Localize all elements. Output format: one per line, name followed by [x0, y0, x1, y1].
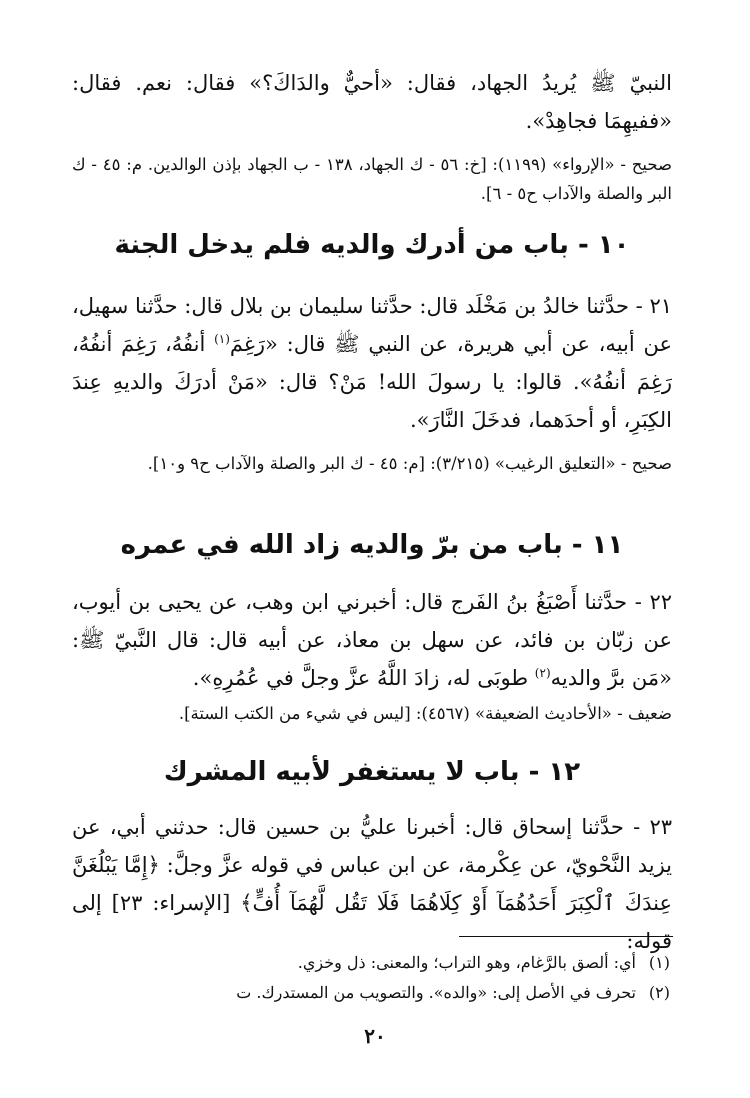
footnote-ref-2[interactable]: (٢) — [534, 666, 551, 680]
chapter-heading-10: ١٠ - باب من أدرك والديه فلم يدخل الجنة — [114, 230, 630, 260]
footnotes — [72, 948, 670, 1008]
hadith-22-part-b: طوبَى له، زادَ اللَّهُ عزَّ وجلَّ في عُمُرِهِ». — [192, 666, 535, 690]
hadith-22-grade: ضعيف - «الأحاديث الضعيفة» (٤٥٦٧): [ليس في شيء من الكتب الستة]. — [178, 704, 672, 723]
footnote-divider — [459, 936, 673, 937]
page-number: ٢٠ — [364, 1024, 386, 1048]
hadith-21-grade: صحيح - «التعليق الرغيب» (٣/٢١٥): [م: ٤٥ - ك البر والصلة والآداب ح٩ و١٠]. — [147, 454, 672, 473]
chapter-heading-11: ١١ - باب من برّ والديه زاد الله في عمره — [120, 530, 624, 560]
footnote-1 — [72, 948, 670, 978]
hadith-22-text — [72, 583, 672, 697]
hadith-21-text — [72, 287, 672, 439]
hadith-23-text: ٢٣ - حدَّثنا إسحاق قال: أخبرنا عليُّ بن حسين قال: حدثني أبي، عن يزيد النَّحْويّ، عن عِكْرمة، عن ابن عباس في قوله عزَّ وجلَّ: ﴿إِمَّا يَبْلُغَنَّ عِندَكَ ٱلْكِبَرَ أَحَدُهُمَآ أَوْ كِلَاهُمَا فَلَا تَقُل لَّهُمَآ أُفٍّ﴾ [الإسراء: ٢٣] إلى قوله: — [72, 815, 673, 953]
footnote-1-number: (١) — [648, 953, 670, 972]
hadith-grade-note: صحيح - «الإرواء» (١١٩٩): [خ: ٥٦ - ك الجهاد، ١٣٨ - ب الجهاد بإذن الوالدين. م: ٤٥ - ك البر والصلة والآداب ح٥ - ٦]. — [72, 155, 672, 203]
footnote-2-number: (٢) — [648, 983, 670, 1002]
footnote-ref-1[interactable]: (١) — [214, 332, 230, 346]
hadith-22-part-a: ٢٢ - حدَّثنا أَصْبَغُ بنُ الفَرج قال: أخبرني ابن وهب، عن يحيى بن أيوب، عن زبّان بن فائد، عن سهل بن معاذ، عن أبيه قال: قال النَّبيّ ﷺ: «مَن برَّ والديه — [72, 590, 672, 690]
hadith-21-part-b: أنفُهُ، رَغِمَ أنفُهُ، رَغِمَ أنفُهُ». قالوا: يا رسولَ الله! مَنْ؟ قال: «مَنْ أدرَكَ والديهِ عِندَ الكِبَرِ، أو أحدَهما، فدخَلَ النَّارَ». — [72, 332, 672, 432]
continued-hadith-text: النبيّ ﷺ يُريدُ الجهاد، فقال: «أحيٌّ والدَاكَ؟» فقال: نعم. فقال: «ففيهِمَا فجاهِدْ». — [72, 71, 672, 133]
footnote-1-text: أي: ألصق بالرَّغام، وهو التراب؛ والمعنى: ذل وخزي. — [297, 953, 636, 972]
footnote-2 — [72, 978, 670, 1008]
footnote-2-text: تحرف في الأصل إلى: «والده». والتصويب من المستدرك. ت — [236, 983, 636, 1002]
hadith-21-part-a: ٢١ - حدَّثنا خالدُ بن مَخْلَد قال: حدَّثنا سليمان بن بلال قال: حدَّثنا سهيل، عن أبيه، عن أبي هريرة، عن النبي ﷺ قال: «رَغِمَ — [72, 294, 672, 356]
chapter-heading-12: ١٢ - باب لا يستغفر لأبيه المشرك — [163, 757, 581, 787]
